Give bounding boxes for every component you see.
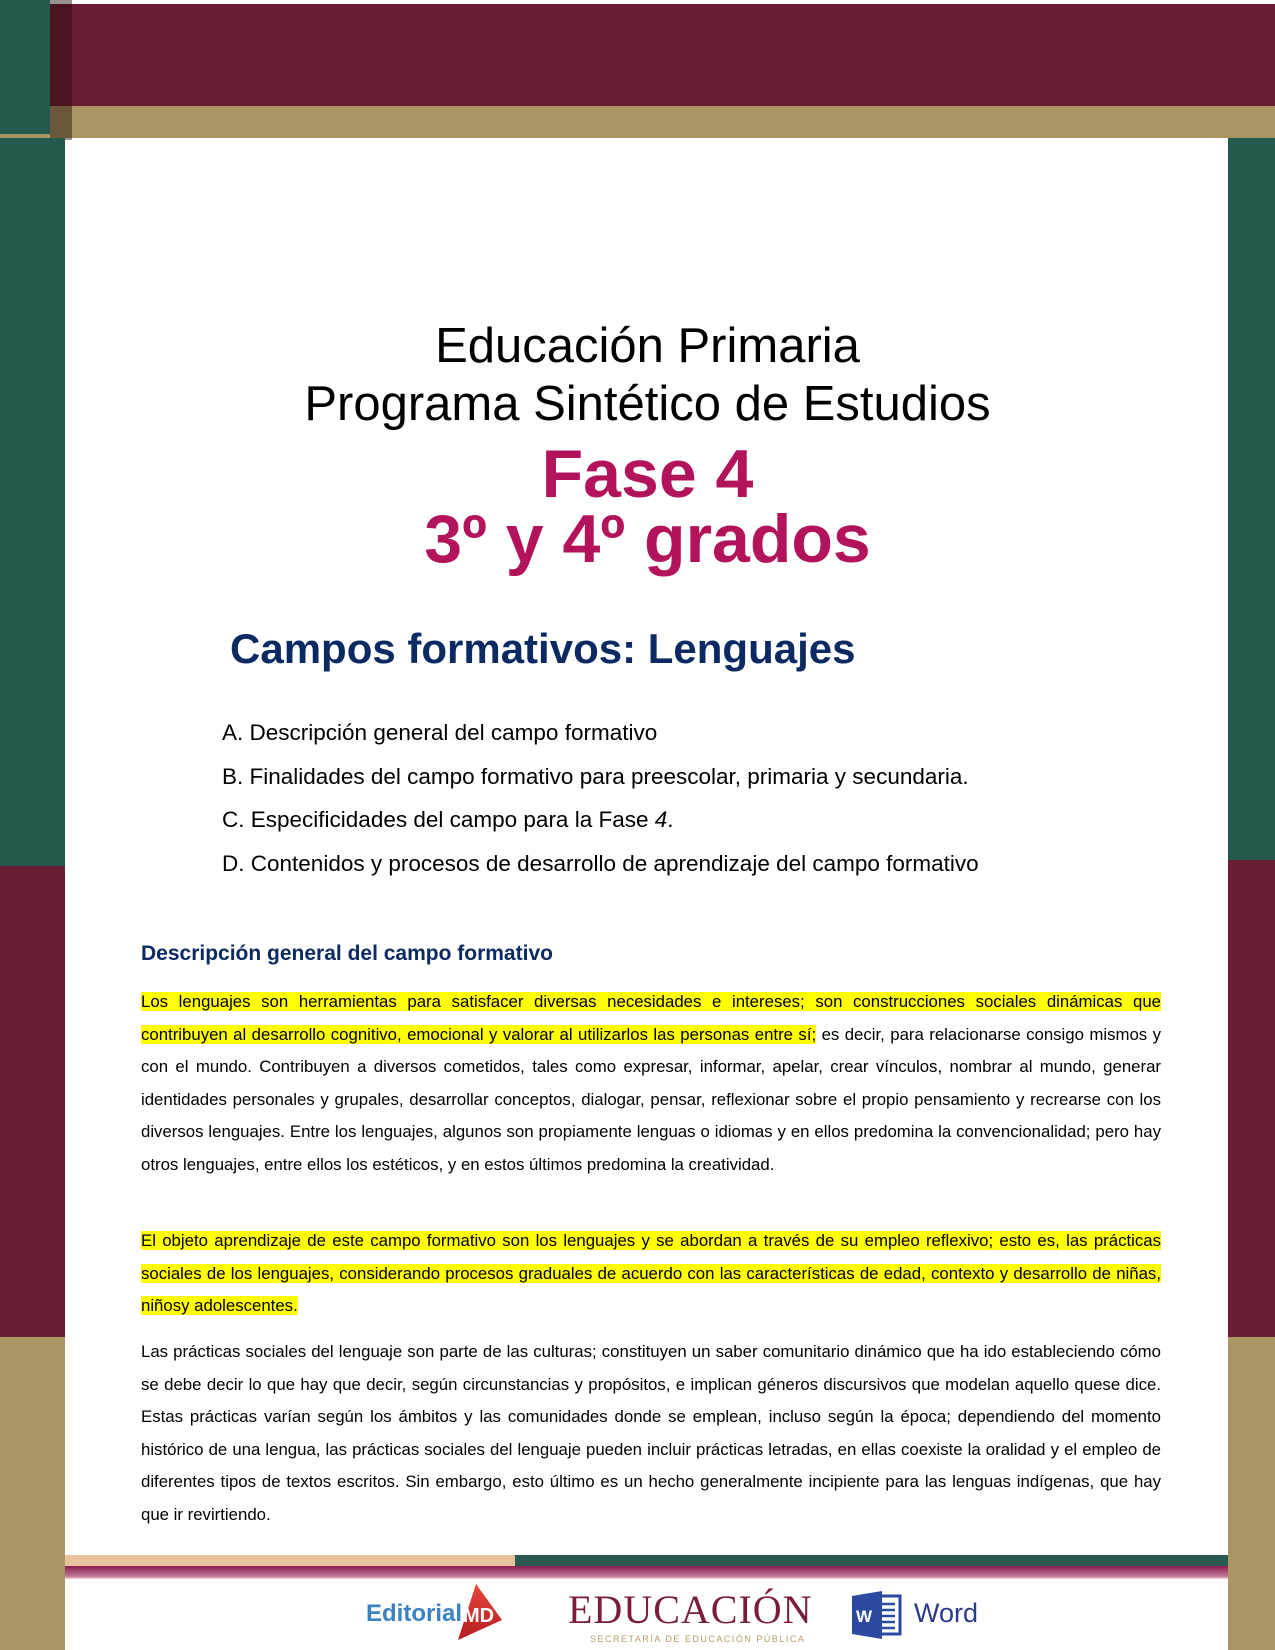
svg-text:MD: MD (463, 1605, 495, 1627)
right-tan-band (1228, 1337, 1275, 1650)
svg-text:W: W (856, 1607, 873, 1626)
editorial-label: Editorial (366, 1600, 463, 1627)
toc-suffix: . (667, 807, 674, 832)
paragraph-text: es decir, para relacionarse consigo mismos y con el mundo. Contribuyen a diversos cometidos, tales como expresar, informar, apelar, crear vínculos, nombrar al mundo, generar identidades personales y grupales, desarrollar conceptos, dialogar, pensar, reflexionar sobre el propio pensamiento y recrearse con los diversos lenguajes. Entre los lenguajes, algunos son propiamente lenguas o idiomas y en ellos predomina la convencionalidad; pero hay otros lenguajes, entre ellos los estéticos, y en estos últimos predomina la creatividad. (141, 1024, 1161, 1174)
toc-item-d (222, 851, 979, 895)
top-tan-band (0, 106, 1275, 138)
md-logo-icon (454, 1584, 502, 1640)
paragraph-2 (141, 1225, 1161, 1323)
educacion-logo-text: EDUCACIÓN (568, 1587, 813, 1632)
phase-title: Fase 4 (541, 436, 754, 512)
top-maroon-band (0, 4, 1275, 106)
toc-item-b (222, 764, 979, 808)
paragraph-1 (141, 986, 1161, 1181)
paragraph-text: Las prácticas sociales del lenguaje son parte de las culturas; constituyen un saber comunitario dinámico que ha ido estableciendo cómo se debe decir lo que hay que decir, según circunstancias y propósitos, e implican géneros discursivos que modelan aquello quese dice. Estas prácticas varían según los ámbitos y las comunidades donde se emplean, incluso según la época; dependiendo del momento histórico de una lengua, las prácticas sociales del lenguaje pueden incluir prácticas letradas, en ellas coexiste la oralidad y el empleo de diferentes tipos de textos escritos. Sin embargo, esto último es un hecho generalmente incipiente para las lenguas indígenas, que hay que ir revirtiendo. (141, 1342, 1161, 1524)
word-icon (852, 1591, 902, 1639)
toc-text: Contenidos y procesos de desarrollo de aprendizaje del campo formativo (250, 850, 979, 876)
footer-peach-stripe (65, 1555, 515, 1566)
toc-marker: B. (222, 763, 244, 789)
toc-marker: C. (222, 807, 245, 832)
title-education-level: Educación Primaria (435, 319, 860, 373)
toc-text: Especificidades del campo para la Fase (250, 807, 655, 832)
word-label: Word (914, 1598, 979, 1628)
toc-item-a (222, 720, 979, 764)
footer-maroon-stripe (65, 1566, 1228, 1579)
toc-marker: D. (222, 850, 245, 876)
page-heading: Campos formativos: Lenguajes (230, 625, 856, 672)
title-program: Programa Sintético de Estudios (304, 377, 991, 431)
highlighted-text: El objeto aprendizaje de este campo formativo son los lenguajes y se abordan a través de su empleo reflexivo; esto es, las prácticas sociales de los lenguajes, considerando procesos graduales de acuerdo con las características de edad, contexto y desarrollo de niñas, niñosy adolescentes. (141, 1231, 1161, 1315)
section-title: Descripción general del campo formativo (141, 942, 553, 965)
right-maroon-band (1228, 860, 1275, 1337)
toc-text: Descripción general del campo formativo (249, 720, 658, 745)
toc-text: Finalidades del campo formativo para preescolar, primaria y secundaria. (249, 763, 969, 789)
toc-item-c (222, 807, 979, 851)
left-corner-shadow (50, 0, 72, 140)
toc-marker: A. (222, 720, 244, 745)
highlighted-text: Los lenguajes son herramientas para satisfacer diversas necesidades e intereses; son construcciones sociales dinámicas que contribuyen al desarrollo cognitivo, emocional y valorar al utilizarlos las personas entre sí; (141, 992, 1161, 1044)
footer-green-stripe (515, 1555, 1228, 1566)
left-tan-band (0, 1337, 65, 1650)
table-of-contents (222, 720, 979, 894)
grades-title: 3º y 4º grados (424, 501, 871, 577)
toc-italic: 4 (654, 807, 668, 832)
left-green-corner (0, 0, 50, 134)
paragraph-3 (141, 1336, 1161, 1531)
left-maroon-band (0, 866, 65, 1337)
sep-subtitle: SECRETARÍA DE EDUCACIÓN PÚBLICA (590, 1634, 806, 1644)
